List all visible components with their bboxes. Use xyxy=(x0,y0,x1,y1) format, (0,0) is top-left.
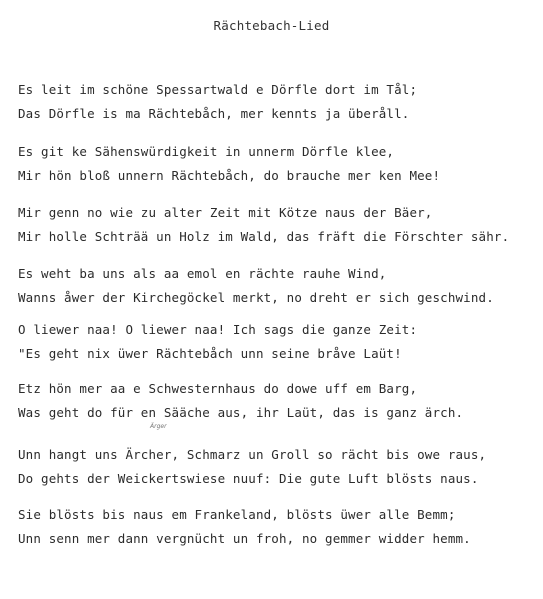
verse-line: Mir genn no wie zu alter Zeit mit Kötze naus der Bäer, xyxy=(18,205,433,220)
verse-line: Es weht ba uns als aa emol en rächte rauhe Wind, xyxy=(18,266,387,281)
stanza-4 xyxy=(18,262,538,310)
verse-line: Unn senn mer dann vergnücht un froh, no gemmer widder hemm. xyxy=(18,531,471,546)
verse-line: "Es geht nix üwer Rächtebåch unn seine bråve Laüt! xyxy=(18,346,402,361)
stanza-8 xyxy=(18,503,538,551)
verse-line: Do gehts der Weickertswiese nuuf: Die gute Luft blösts naus. xyxy=(18,471,479,486)
verse-line: Das Dörfle is ma Rächtebåch, mer kennts ja überåll. xyxy=(18,106,410,121)
verse-line: Mir hön bloß unnern Rächtebåch, do brauche mer ken Mee! xyxy=(18,168,441,183)
verse-line: Es git ke Sähenswürdigkeit in unnerm Dörfle klee, xyxy=(18,144,395,159)
verse-line: Etz hön mer aa e Schwesternhaus do dowe uff em Barg, xyxy=(18,381,418,396)
verse-line: Sie blösts bis naus em Frankeland, blösts üwer alle Bemm; xyxy=(18,507,456,522)
verse-line: Was geht do für en Sääche aus, ihr Laüt, das is ganz ärch. xyxy=(18,405,464,420)
stanza-1 xyxy=(18,78,538,126)
stanza-3 xyxy=(18,201,538,249)
stanza-7 xyxy=(18,443,538,491)
verse-line: Wanns åwer der Kirchegöckel merkt, no dreht er sich geschwind. xyxy=(18,290,494,305)
verse-line: O liewer naa! O liewer naa! Ich sags die ganze Zeit: xyxy=(18,322,418,337)
stanza-2 xyxy=(18,140,538,188)
song-title: Rächtebach-Lied xyxy=(213,18,330,33)
handwritten-note: Ärger xyxy=(150,423,167,430)
verse-line: Es leit im schöne Spessartwald e Dörfle dort im Tål; xyxy=(18,82,418,97)
verse-line: Mir holle Schträä un Holz im Wald, das fräft die Förschter sähr. xyxy=(18,229,510,244)
stanza-5 xyxy=(18,318,538,366)
stanza-6 xyxy=(18,377,538,425)
verse-line: Unn hangt uns Ärcher, Schmarz un Groll so rächt bis owe raus, xyxy=(18,447,487,462)
